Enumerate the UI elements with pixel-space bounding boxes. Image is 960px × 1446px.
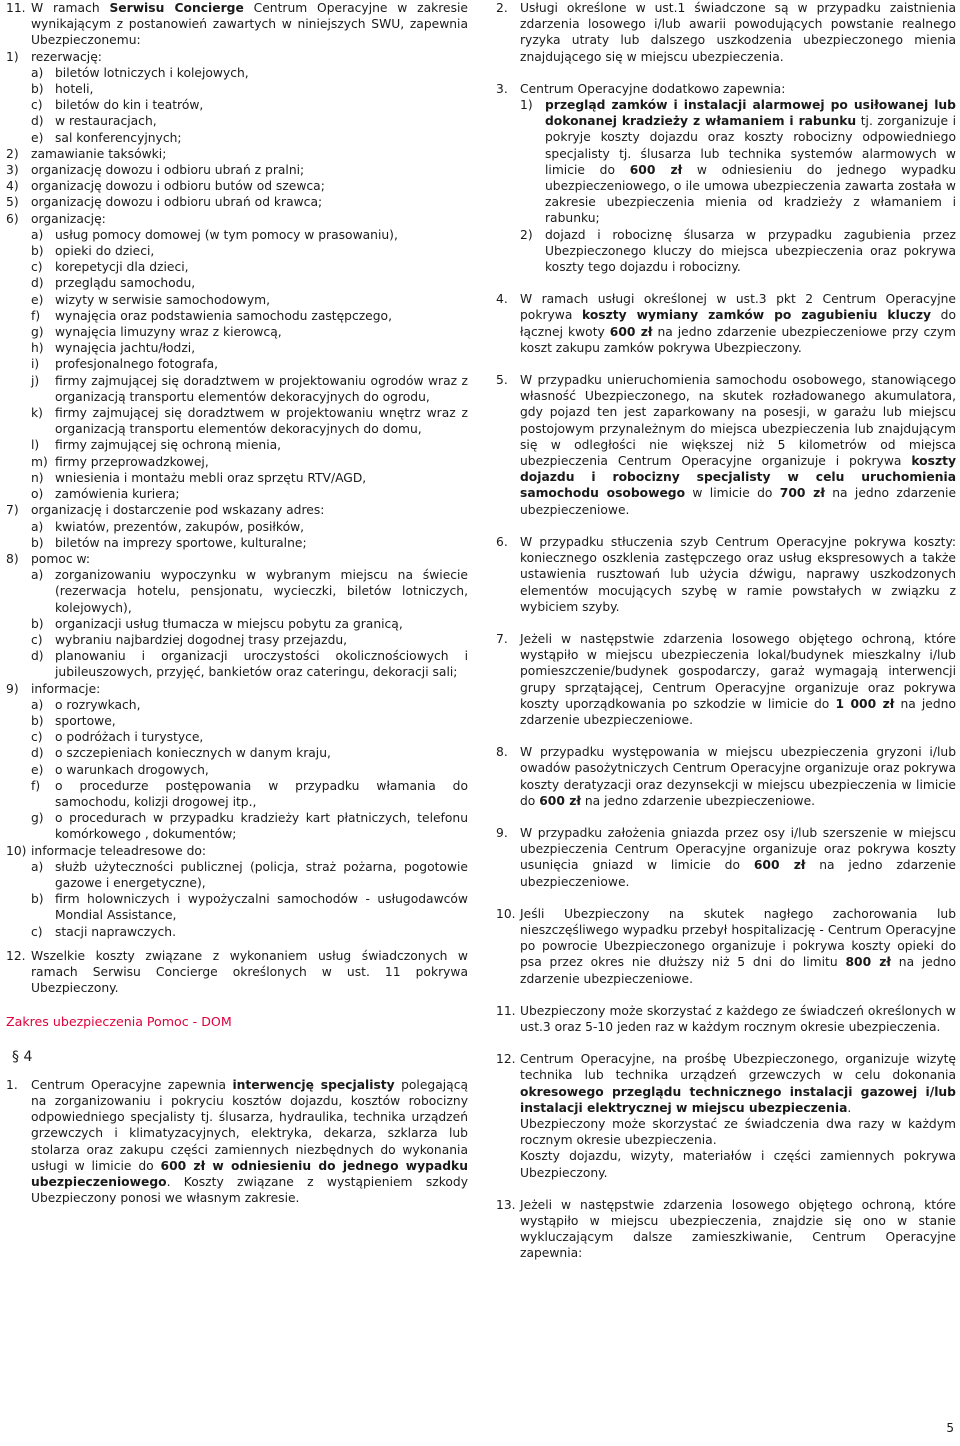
item-text: W ramach Serwisu Concierge Centrum Operacyjne w zakresie wynikającym z postanowień zawartych w niniejszych SWU, zapewnia Ubezpieczonemu: (31, 1, 468, 48)
item-number: 5. (496, 373, 508, 388)
sub-point-text: firmy przeprowadzkowej, (55, 454, 209, 469)
sub-point-text: o szczepieniach koniecznych w danym kraju, (55, 746, 331, 761)
item-number: 7. (496, 631, 508, 646)
sub-point-letter: a) (31, 568, 44, 583)
sub-point (31, 356, 468, 372)
sub-point-letter: e) (31, 292, 44, 307)
concierge-point (6, 162, 468, 178)
item-number: 6. (496, 534, 508, 549)
sub-point (31, 891, 468, 923)
item-text: Centrum Operacyjne, na prośbę Ubezpieczonego, organizuje wizytę technika lub technika urządzeń grzewczych w celu dokonania okresowego przeglądu technicznego instalacji gazowej i/lub instalacji elektrycznej w miejscu ubezpieczenia. Ubezpieczony może skorzystać ze świadczenia dwa razy w każdym rocznym okresie ubezpieczenia. Koszty dojazdu, wizyty, materiałów i części zamiennych pokrywa Ubezpieczony. (520, 1052, 956, 1180)
item-number: 9. (496, 825, 508, 840)
sub-point-text: profesjonalnego fotografa, (55, 357, 219, 372)
sub-point (31, 405, 468, 437)
sub-point-text: sportowe, (55, 713, 116, 728)
right-item-7 (496, 631, 956, 728)
sub-point: 1) przegląd zamków i instalacji alarmowej po usiłowanej lub dokonanej kradzieży z włamaniem i rabunku tj. zorganizuje i pokryje koszty dojazdu oraz koszty robocizny odpowiedniego specjalisty tj. ślusarza lub technika systemów alarmowych w limicie do 600 zł w odniesieniu do jednego wypadku ubezpieczeniowego, o ile umowa ubezpieczenia zawarta została w zakresie ubezpieczenia mienia od kradzieży z włamaniem i rabunku; (520, 98, 957, 226)
sub-point (31, 97, 468, 113)
sub-point-letter: d) (31, 746, 44, 761)
right-item-3 (496, 81, 956, 275)
sub-point (31, 924, 468, 940)
right-item-2 (496, 0, 956, 65)
right-item-6 (496, 534, 956, 615)
sub-point (31, 810, 468, 842)
concierge-point (6, 551, 468, 567)
sub-point-text: o warunkach drogowych, (55, 762, 209, 777)
point-number: 9) (6, 681, 19, 696)
point-number: 3) (6, 163, 19, 178)
sub-point (31, 292, 468, 308)
sub-point-letter: a) (31, 227, 44, 242)
sub-point-letter: c) (31, 730, 43, 745)
sub-point (31, 454, 468, 470)
sub-point-letter: b) (31, 713, 44, 728)
sub-point-letter: g) (31, 325, 44, 340)
right-item-12 (496, 1051, 956, 1181)
sub-point-letter: a) (31, 65, 44, 80)
sub-point-letter: f) (31, 308, 41, 323)
sub-point-letter: f) (31, 778, 41, 793)
sub-point-letter: d) (31, 649, 44, 664)
left-column (6, 0, 468, 1206)
sub-point-text: o procedurze postępowania w przypadku włamania do samochodu, kolizji drogowej itp., (55, 778, 468, 809)
concierge-point (6, 146, 468, 162)
point-number: 7) (6, 503, 19, 518)
sub-point (31, 324, 468, 340)
sub-point-letter: b) (31, 82, 44, 97)
point-text: organizację: (31, 211, 106, 226)
sub-point (31, 762, 468, 778)
sub-point-text: wynajęcia jachtu/łodzi, (55, 341, 196, 356)
concierge-point (6, 178, 468, 194)
item-text: W przypadku unieruchomienia samochodu osobowego, stanowiącego własność Ubezpieczonego, na skutek rozładowanego akumulatora, gdy pojazd ten jest zaparkowany na posesji, w garażu lub miejscu postojowym przynależnym do miejsca ubezpieczenia lub znajdującym się w odległości nie większej niż 5 kilometrów od miejsca ubezpieczenia Centrum Operacyjne organizuje i pokrywa koszty dojazdu i robocizny specjalisty w celu uruchomienia samochodu osobowego w limicie do 700 zł na jedno zdarzenie ubezpieczeniowe. (520, 373, 957, 517)
sub-point-text: firm holowniczych i wypożyczalni samochodów - usługodawców Mondial Assistance, (55, 892, 468, 923)
concierge-point (6, 211, 468, 227)
sub-point-letter: a) (31, 859, 44, 874)
sub-point-text: o procedurach w przypadku kradzieży kart płatniczych, telefonu komórkowego , dokumentów; (55, 811, 468, 842)
point-text: organizację dowozu i odbioru ubrań z pralni; (31, 163, 305, 178)
sub-point-letter: h) (31, 341, 44, 356)
sub-point-letter: g) (31, 811, 44, 826)
concierge-points-list (6, 49, 468, 940)
item-number: 11. (6, 1, 26, 15)
item-number: 1. (6, 1077, 18, 1092)
sub-point-text: zamówienia kuriera; (55, 487, 180, 502)
concierge-point (6, 843, 468, 859)
point-text: informacje teleadresowe do: (31, 843, 207, 858)
sub-point-text: sal konferencyjnych; (55, 130, 182, 145)
point-number: 8) (6, 551, 19, 566)
sub-point-letter: a) (31, 697, 44, 712)
sub-point-letter: k) (31, 406, 43, 421)
sub-point-letter: e) (31, 130, 44, 145)
point-number: 5) (6, 195, 19, 210)
point-number: 4) (6, 179, 19, 194)
right-column (496, 0, 956, 1262)
point-number: 2) (6, 146, 19, 161)
sub-point-text: wynajęcia limuzyny wraz z kierowcą, (55, 325, 282, 340)
left-item-1 (6, 1077, 468, 1207)
sub-point (31, 567, 468, 616)
point-text: pomoc w: (31, 551, 91, 566)
sub-point (31, 470, 468, 486)
sub-point (31, 227, 468, 243)
sub-point-text: wynajęcia oraz podstawienia samochodu zastępczego, (55, 308, 392, 323)
sub-point-text: zorganizowaniu wypoczynku w wybranym miejscu na świecie (rezerwacja hotelu, pensjonatu, wycieczki, biletów lotniczych, kolejowych), (55, 568, 468, 615)
sub-point-letter: c) (31, 98, 43, 113)
right-item-5 (496, 372, 956, 518)
sub-point-letter: c) (31, 924, 43, 939)
item-number: 10. (496, 906, 516, 921)
sub-point-text: firmy zajmującej się ochroną mienia, (55, 438, 282, 453)
item-text: Centrum Operacyjne zapewnia interwencję specjalisty polegającą na zorganizowaniu i pokryciu kosztów dojazdu, kosztów robocizny odpowiedniego specjalisty tj. ślusarza, hydraulika, technika urządzeń grzewczych i klimatyzacyjnych, elektryka, dekarza, szklarza lub stolarza oraz zakupu części zamiennych niezbędnych do wykonania usługi w limicie do 600 zł w odniesieniu do jednego wypadku ubezpieczeniowego. Koszty związane z wystąpieniem szkody Ubezpieczony ponosi we własnym zakresie. (31, 1077, 468, 1206)
right-item-13 (496, 1197, 956, 1262)
item-number: 13. (496, 1197, 516, 1212)
sub-point-text: wniesienia i montażu mebli oraz sprzętu RTV/AGD, (55, 470, 367, 485)
sub-point (31, 713, 468, 729)
sub-point-text: firmy zajmującej się doradztwem w projektowaniu ogrodów wraz z organizacją transportu elementów dekoracyjnych do ogrodu, (55, 373, 468, 404)
sub-point-letter: n) (31, 470, 44, 485)
sub-point (31, 81, 468, 97)
right-item-8 (496, 744, 956, 809)
sub-point (31, 535, 468, 551)
sub-point (31, 859, 468, 891)
item-number: 8. (496, 745, 508, 760)
sub-point-text: opieki do dzieci, (55, 244, 155, 259)
sub-point-letter: m) (31, 454, 48, 469)
concierge-point (6, 49, 468, 65)
sub-point-text: usług pomocy domowej (w tym pomocy w prasowaniu), (55, 227, 398, 242)
right-item-10 (496, 906, 956, 987)
item-number: 12. (6, 948, 26, 963)
sub-point-letter: c) (31, 632, 43, 647)
point-text: organizację dowozu i odbioru butów od szewca; (31, 179, 325, 194)
item-text: W ramach usługi określonej w ust.3 pkt 2 Centrum Operacyjne pokrywa koszty wymiany zamków po zagubieniu kluczy do łącznej kwoty 600 zł na jedno zdarzenie ubezpieczeniowe przy czym koszt zakupu zamków pokrywa Ubezpieczony. (520, 292, 956, 355)
item-text: Jeżeli w następstwie zdarzenia losowego objętego ochroną, które wystąpiło w miejscu ubezpieczenia, znajdzie się ono w stanie wykluczającym dalsze zamieszkiwanie, Centrum Operacyjne zapewnia: (520, 1197, 956, 1261)
item-text: W przypadku stłuczenia szyb Centrum Operacyjne pokrywa koszty: koniecznego oszklenia zastępczego oraz usług ekspresowych a także ustawienia rusztowań lub użycia dźwigu, naprawy uszkodzonych elementów mocujących szybę w ramie powstałych w związku z wybiciem szyby. (520, 534, 956, 614)
point-number: 6) (6, 211, 19, 226)
sub-point (31, 648, 468, 680)
item-text: W przypadku założenia gniazda przez osy i/lub szerszenie w miejscu ubezpieczenia Centrum Operacyjne organizuje oraz pokrywa koszty usunięcia gniazd w limicie do 600 zł na jedno zdarzenie ubezpieczeniowe. (520, 825, 957, 889)
page-number: 5 (946, 1420, 954, 1435)
sub-point-letter: d) (31, 114, 44, 129)
item-text: Centrum Operacyjne dodatkowo zapewnia: 1) przegląd zamków i instalacji alarmowej po usiłowanej lub dokonanej kradzieży z włamaniem i rabunku tj. zorganizuje i pokryje koszty dojazdu oraz koszty robocizny odpowiedniego specjalisty tj. ślusarza lub technika systemów alarmowych w limicie do 600 zł w odniesieniu do jednego wypadku ubezpieczeniowego, o ile umowa ubezpieczenia zawarta została w zakresie ubezpieczenia mienia od kradzieży z włamaniem i rabunku; 2) dojazd i robociznę ślusarza w przypadku zagubienia przez Ubezpieczonego kluczy do miejsca ubezpieczenia oraz pokrywa koszty tego dojazdu i robocizny. (520, 81, 957, 275)
left-item-12 (6, 948, 468, 997)
item-number: 2. (496, 1, 508, 15)
sub-point: 2) dojazd i robociznę ślusarza w przypadku zagubienia przez Ubezpieczonego kluczy do miejsca ubezpieczenia oraz pokrywa koszty tego dojazdu i robocizny. (520, 227, 956, 275)
item-text: W przypadku występowania w miejscu ubezpieczenia gryzoni i/lub owadów pasożytniczych Centrum Operacyjne organizuje oraz pokrywa koszty deratyzacji oraz dezynsekcji w miejscu ubezpieczenia w limicie do 600 zł na jedno zdarzenie ubezpieczeniowe. (520, 745, 956, 808)
concierge-point (6, 194, 468, 210)
sub-point (31, 729, 468, 745)
sub-point (31, 308, 468, 324)
item-text: Usługi określone w ust.1 świadczone są w przypadku zaistnienia zdarzenia losowego i/lub awarii powodujących powstanie realnego ryzyka utraty lub dalszego uszkodzenia ubezpieczonego mienia znajdującego się w miejscu ubezpieczenia. (520, 1, 956, 64)
item-text: Jeżeli w następstwie zdarzenia losowego objętego ochroną, które wystąpiło w miejscu ubezpieczenia lokal/budynek mieszkalny i/lub pomieszczenie/budynek gospodarczy, garaż wymagają interwencji grupy sprzątającej, Centrum Operacyjne organizuje oraz pokrywa koszty uporządkowania po szkodzie w limicie do 1 000 zł na jedno zdarzenie ubezpieczeniowe. (520, 631, 956, 727)
sub-point-text: kwiatów, prezentów, zakupów, posiłków, (55, 519, 305, 534)
point-text: organizację dowozu i odbioru ubrań od krawca; (31, 195, 323, 210)
right-item-4 (496, 291, 956, 356)
sub-point-text: o rozrywkach, (55, 697, 141, 712)
sub-point (31, 437, 468, 453)
right-item-11 (496, 1003, 956, 1035)
sub-point-text: wizyty w serwisie samochodowym, (55, 292, 271, 307)
sub-point-letter: b) (31, 616, 44, 631)
sub-point-text: biletów do kin i teatrów, (55, 98, 204, 113)
sub-point-text: organizacji usług tłumacza w miejscu pobytu za granicą, (55, 616, 403, 631)
sub-point-letter: b) (31, 892, 44, 907)
paragraph-sign: § 4 (12, 1048, 33, 1065)
item-text: Jeśli Ubezpieczony na skutek nagłego zachorowania lub nieszczęśliwego wypadku przebył hospitalizację - Centrum Operacyjne po powrocie Ubezpieczonego organizuje i pokrywa koszty opieki do psa przez okres nie dłuższy niż 5 dni do limitu 800 zł na jedno zdarzenie ubezpieczeniowe. (520, 906, 956, 986)
point-text: rezerwację: (31, 49, 102, 64)
left-item-11 (6, 0, 468, 49)
sub-point (31, 243, 468, 259)
item-text: Ubezpieczony może skorzystać z każdego ze świadczeń określonych w ust.3 oraz 5-10 jeden raz w każdym rocznym okresie ubezpieczenia. (520, 1003, 956, 1034)
sub-point (31, 745, 468, 761)
sub-point (31, 259, 468, 275)
concierge-point (6, 502, 468, 518)
sub-point (31, 113, 468, 129)
point-text: organizację i dostarczenie pod wskazany adres: (31, 503, 325, 518)
sub-point (31, 340, 468, 356)
sub-point-text: wybraniu najbardziej dogodnej trasy przejazdu, (55, 632, 348, 647)
sub-point-letter: b) (31, 244, 44, 259)
item-number: 11. (496, 1003, 516, 1018)
section-title: Zakres ubezpieczenia Pomoc - DOM (6, 1014, 232, 1030)
sub-point (31, 778, 468, 810)
concierge-point (6, 681, 468, 697)
sub-point-letter: c) (31, 260, 43, 275)
sub-point-text: przeglądu samochodu, (55, 276, 196, 291)
sub-point-text: korepetycji dla dzieci, (55, 260, 189, 275)
sub-point-text: biletów na imprezy sportowe, kulturalne; (55, 535, 307, 550)
sub-point-text: służb użyteczności publicznej (policja, straż pożarna, pogotowie gazowe i energetyczne), (55, 859, 468, 890)
point-text: informacje: (31, 681, 101, 696)
item-number: 12. (496, 1052, 516, 1067)
sub-point (31, 486, 468, 502)
sub-point-letter: i) (31, 357, 40, 372)
sub-point (31, 632, 468, 648)
sub-point (31, 697, 468, 713)
sub-point (31, 130, 468, 146)
sub-point-letter: a) (31, 519, 44, 534)
sub-point-text: o podróżach i turystyce, (55, 730, 204, 745)
sub-point-letter: o) (31, 487, 44, 502)
sub-point-text: planowaniu i organizacji uroczystości okolicznościowych i jubileuszowych, przyjęć, bankietów oraz cateringu, dekoracji sali; (55, 649, 468, 680)
point-number: 10) (6, 843, 27, 858)
sub-point-text: biletów lotniczych i kolejowych, (55, 65, 249, 80)
item-text: Wszelkie koszty związane z wykonaniem usług świadczonych w ramach Serwisu Concierge określonych w ust. 11 pokrywa Ubezpieczony. (31, 948, 468, 996)
point-number: 1) (6, 49, 19, 64)
sub-point-text: firmy zajmującej się doradztwem w projektowaniu wnętrz wraz z organizacją transportu elementów dekoracyjnych do domu, (55, 406, 468, 437)
sub-point-letter: j) (31, 373, 40, 388)
item-number: 3. (496, 81, 508, 96)
sub-point-letter: l) (31, 438, 40, 453)
sub-point-letter: d) (31, 276, 44, 291)
sub-point-text: hoteli, (55, 82, 94, 97)
item-number: 4. (496, 292, 508, 307)
sub-point-letter: e) (31, 762, 44, 777)
sub-point-text: w restauracjach, (55, 114, 157, 129)
right-item-9 (496, 825, 956, 890)
sub-point (31, 65, 468, 81)
sub-point (31, 373, 468, 405)
sub-point-text: stacji naprawczych. (55, 924, 177, 939)
sub-point (31, 275, 468, 291)
sub-point (31, 519, 468, 535)
sub-point-letter: b) (31, 535, 44, 550)
point-text: zamawianie taksówki; (31, 146, 167, 161)
sub-point (31, 616, 468, 632)
